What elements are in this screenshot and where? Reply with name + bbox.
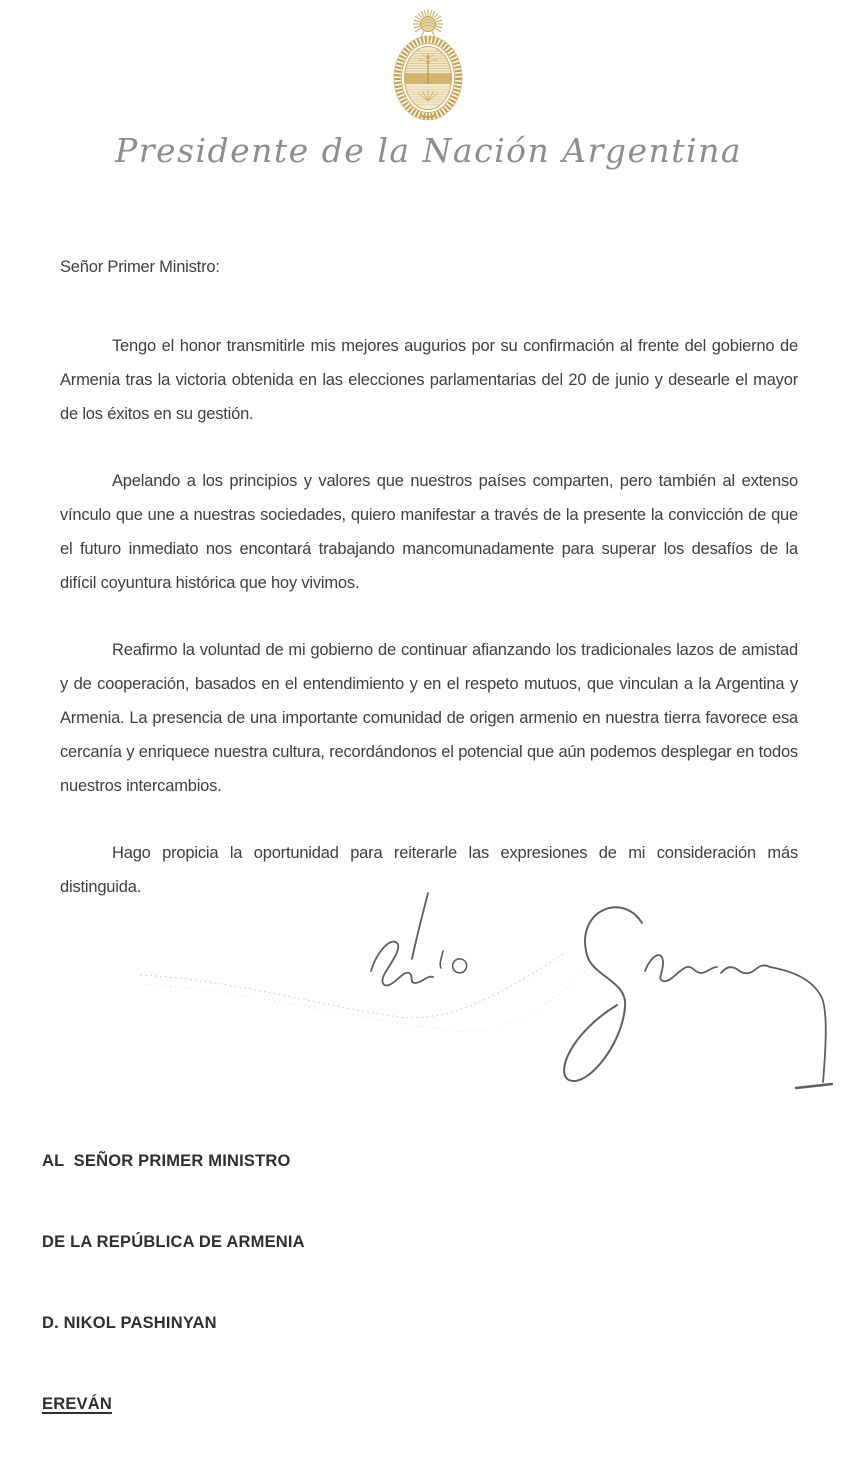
salutation: Señor Primer Ministro: [60,258,220,276]
body-paragraph-3: Reafirmo la voluntad de mi gobierno de continuar afianzando los tradicionales lazos de amistad y de cooperación, basados en el entendimiento y en el respeto mutuos, que vinculan a la Argentina y Armenia. La presencia de una importante comunidad de origen armenio en nuestra tierra favorece esa cercanía y enriquece nuestra cultura, recordándonos el potencial que aún podemos desplegar en todos nuestros intercambios. [60,641,798,795]
body-paragraph-4: Hago propicia la oportunidad para reiterarle las expresiones de mi consideración más distinguida. [60,844,798,896]
letterhead-script-title: Presidente de la Nación Argentina [115,131,742,170]
argentina-coat-of-arms-icon [384,5,472,121]
recipient-line: AL SEÑOR PRIMER MINISTRO [42,1152,291,1170]
handwritten-signature [125,885,840,1100]
recipient-line: D. NIKOL PASHINYAN [42,1314,217,1332]
body-paragraph-2: Apelando a los principios y valores que nuestros países comparten, pero también al extenso vínculo que une a nuestras sociedades, quiero manifestar a través de la presente la convicción de que el futuro inmediato nos encontará trabajando mancomunadamente para superar los desafíos de la difícil coyuntura histórica que hoy vivimos. [60,472,798,592]
recipient-line: DE LA REPÚBLICA DE ARMENIA [42,1233,305,1251]
letter-body [60,250,798,937]
recipient-block [42,1094,305,1472]
body-paragraph-1: Tengo el honor transmitirle mis mejores augurios por su confirmación al frente del gobierno de Armenia tras la victoria obtenida en las elecciones parlamentarias del 20 de junio y desearle el mayor de los éxitos en su gestión. [60,337,798,423]
recipient-city: EREVÁN [42,1395,112,1413]
